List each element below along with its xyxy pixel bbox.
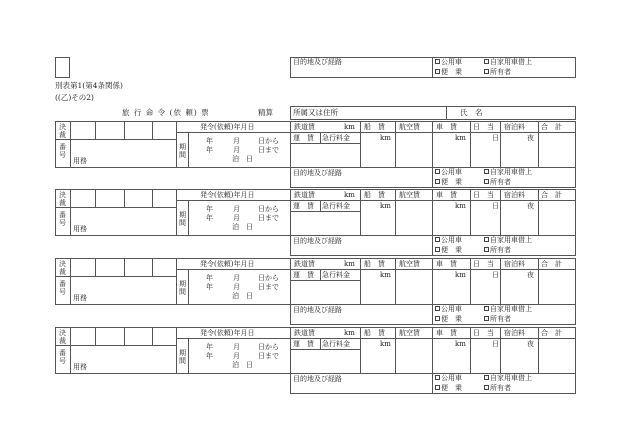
rail-km-label: km xyxy=(344,191,355,199)
order-col-divider xyxy=(176,327,177,374)
express-sub-label: 急行料金 xyxy=(322,202,350,210)
fare-col-divider xyxy=(432,121,433,168)
period-divider xyxy=(188,132,189,168)
period-divider xyxy=(188,269,189,305)
right-section-divider xyxy=(290,258,291,305)
date-suffix: 泊 日 xyxy=(232,292,253,300)
route-divider xyxy=(432,373,433,394)
order-date-label: 発令(依頼)年月日 xyxy=(200,329,255,337)
checkbox-icon[interactable] xyxy=(435,306,440,311)
left-row-divider xyxy=(55,345,70,346)
car-fare-label: 車 賃 xyxy=(436,123,457,131)
checkbox-icon[interactable] xyxy=(435,385,440,390)
order-col-divider xyxy=(176,189,177,236)
top-option-official-car[interactable]: 公用車 xyxy=(435,58,462,67)
total-label: 合 計 xyxy=(541,123,562,131)
air-fare-label: 航空賃 xyxy=(399,329,420,337)
rail-sub-divider xyxy=(290,211,360,212)
air-fare-label: 航空賃 xyxy=(399,123,420,131)
fare-sub-label: 運 賃 xyxy=(293,271,314,279)
left-row-divider xyxy=(55,276,70,277)
car-fare-label: 車 賃 xyxy=(436,191,457,199)
header-divider xyxy=(446,106,447,120)
year-unit: 年 xyxy=(206,343,213,351)
daily-allowance-label: 日 当 xyxy=(473,260,494,268)
year-unit: 年 xyxy=(206,274,213,282)
period-label: 期間 xyxy=(179,349,186,365)
checkbox-icon[interactable] xyxy=(435,375,440,380)
option-official-car[interactable]: 公用車 xyxy=(435,168,462,177)
car-km-unit: km xyxy=(455,202,466,210)
left-col-divider xyxy=(70,327,71,374)
top-route-divider xyxy=(432,57,433,78)
fare-sub-label: 運 賃 xyxy=(293,340,314,348)
stamp-divider xyxy=(124,258,125,276)
option-carpool[interactable]: 便 乗 xyxy=(435,315,462,324)
car-fare-label: 車 賃 xyxy=(436,260,457,268)
month-unit: 月 xyxy=(233,137,240,145)
express-sub-label: 急行料金 xyxy=(322,134,350,142)
approval-label: 決裁 xyxy=(59,191,66,207)
rail-sub-col xyxy=(320,200,321,211)
month-unit: 月 xyxy=(233,214,240,222)
year-unit: 年 xyxy=(206,146,213,154)
fare-col-divider xyxy=(538,258,539,305)
name-label: 氏 名 xyxy=(460,108,483,117)
month-unit: 月 xyxy=(233,283,240,291)
fare-col-divider xyxy=(432,189,433,236)
checkbox-icon[interactable] xyxy=(435,59,440,64)
purpose-label: 用務 xyxy=(73,225,87,233)
top-option-private-car[interactable]: 自家用車借上 xyxy=(484,58,532,67)
checkbox-icon[interactable] xyxy=(484,247,489,252)
block-frame xyxy=(55,327,576,374)
total-label: 合 計 xyxy=(541,191,562,199)
route-divider xyxy=(432,167,433,188)
fare-col-divider xyxy=(470,189,471,236)
rail-sub-divider xyxy=(290,143,360,144)
checkbox-icon[interactable] xyxy=(435,69,440,74)
fare-sub-label: 運 賃 xyxy=(293,134,314,142)
stamp-divider xyxy=(152,258,153,276)
fare-col-divider xyxy=(500,189,501,236)
ship-km-unit: km xyxy=(380,271,391,279)
rail-fare-label: 鉄道賃 xyxy=(294,329,315,337)
rail-km-label: km xyxy=(344,260,355,268)
air-fare-label: 航空賃 xyxy=(399,260,420,268)
fare-col-divider xyxy=(360,258,361,305)
right-header-divider xyxy=(290,132,576,133)
car-fare-label: 車 賃 xyxy=(436,329,457,337)
express-sub-label: 急行料金 xyxy=(322,340,350,348)
rail-sub-divider xyxy=(290,349,360,350)
block-frame xyxy=(55,121,576,168)
order-row-divider xyxy=(176,269,290,270)
option-official-car[interactable]: 公用車 xyxy=(435,374,462,383)
total-label: 合 計 xyxy=(541,260,562,268)
car-km-unit: km xyxy=(455,271,466,279)
date-suffix: 泊 日 xyxy=(232,223,253,231)
rail-fare-label: 鉄道賃 xyxy=(294,260,315,268)
ship-fare-label: 船 賃 xyxy=(364,123,385,131)
fare-col-divider xyxy=(500,258,501,305)
left-row-divider xyxy=(55,139,70,140)
rail-km-label: km xyxy=(344,123,355,131)
right-section-divider xyxy=(290,327,291,374)
fare-col-divider xyxy=(538,121,539,168)
date-suffix: 日から xyxy=(258,137,279,145)
daily-allowance-label: 日 当 xyxy=(473,191,494,199)
year-unit: 年 xyxy=(206,352,213,360)
order-row-divider xyxy=(176,200,290,201)
fare-col-divider xyxy=(470,327,471,374)
approval-label: 決裁 xyxy=(59,123,66,139)
approval-label: 決裁 xyxy=(59,329,66,345)
date-suffix: 日まで xyxy=(258,214,279,222)
date-suffix: 日まで xyxy=(258,352,279,360)
checkbox-icon[interactable] xyxy=(484,375,489,380)
day-unit: 日 xyxy=(492,134,499,142)
order-row-divider xyxy=(176,132,290,133)
order-date-label: 発令(依頼)年月日 xyxy=(200,260,255,268)
option-owner[interactable]: 所有者 xyxy=(484,384,511,393)
month-unit: 月 xyxy=(233,205,240,213)
left-col-divider xyxy=(70,121,71,168)
stamp-divider xyxy=(152,189,153,207)
option-owner[interactable]: 所有者 xyxy=(484,178,511,187)
lodging-label: 宿泊料 xyxy=(504,260,525,268)
stamp-bottom xyxy=(70,139,176,140)
checkbox-icon[interactable] xyxy=(435,247,440,252)
month-unit: 月 xyxy=(233,343,240,351)
date-suffix: 日から xyxy=(258,343,279,351)
stamp-bottom xyxy=(70,207,176,208)
block-frame xyxy=(55,189,576,236)
night-unit: 夜 xyxy=(527,134,534,142)
fare-sub-label: 運 賃 xyxy=(293,202,314,210)
rail-sub-divider xyxy=(290,280,360,281)
option-carpool[interactable]: 便 乗 xyxy=(435,178,462,187)
purpose-label: 用務 xyxy=(73,363,87,371)
fare-col-divider xyxy=(395,121,396,168)
date-suffix: 日まで xyxy=(258,146,279,154)
order-date-label: 発令(依頼)年月日 xyxy=(200,123,255,131)
year-unit: 年 xyxy=(206,205,213,213)
lodging-label: 宿泊料 xyxy=(504,123,525,131)
option-private-car[interactable]: 自家用車借上 xyxy=(484,305,532,314)
ship-fare-label: 船 賃 xyxy=(364,191,385,199)
route-divider xyxy=(432,304,433,325)
fare-col-divider xyxy=(470,258,471,305)
fare-col-divider xyxy=(470,121,471,168)
fare-col-divider xyxy=(395,258,396,305)
checkbox-icon[interactable] xyxy=(484,59,489,64)
purpose-label: 用務 xyxy=(73,294,87,302)
checkbox-icon[interactable] xyxy=(484,385,489,390)
fare-col-divider xyxy=(360,121,361,168)
route-label: 目的地及び経路 xyxy=(293,169,342,177)
affiliation-label: 所属又は住所 xyxy=(293,108,338,117)
rail-fare-label: 鉄道賃 xyxy=(294,123,315,131)
date-suffix: 泊 日 xyxy=(232,155,253,163)
option-official-car[interactable]: 公用車 xyxy=(435,236,462,245)
car-km-unit: km xyxy=(455,134,466,142)
rail-km-label: km xyxy=(344,329,355,337)
right-section-divider xyxy=(290,121,291,168)
option-private-car[interactable]: 自家用車借上 xyxy=(484,168,532,177)
daily-allowance-label: 日 当 xyxy=(473,123,494,131)
left-col-divider xyxy=(70,258,71,305)
checkbox-icon[interactable] xyxy=(484,169,489,174)
option-official-car[interactable]: 公用車 xyxy=(435,305,462,314)
stamp-divider xyxy=(124,327,125,345)
month-unit: 月 xyxy=(233,274,240,282)
night-unit: 夜 xyxy=(527,202,534,210)
lodging-label: 宿泊料 xyxy=(504,329,525,337)
checkbox-icon[interactable] xyxy=(484,179,489,184)
calc-label: 精算 xyxy=(258,108,273,117)
checkbox-icon[interactable] xyxy=(484,306,489,311)
stamp-divider xyxy=(95,121,96,139)
year-unit: 年 xyxy=(206,283,213,291)
order-row-divider xyxy=(176,338,290,339)
fare-col-divider xyxy=(360,189,361,236)
date-suffix: 日から xyxy=(258,205,279,213)
month-unit: 月 xyxy=(233,352,240,360)
day-unit: 日 xyxy=(492,202,499,210)
order-col-divider xyxy=(176,258,177,305)
year-unit: 年 xyxy=(206,214,213,222)
period-label: 期間 xyxy=(179,211,186,227)
top-route-label: 目的地及び経路 xyxy=(293,58,342,66)
ship-fare-label: 船 賃 xyxy=(364,329,385,337)
date-suffix: 日から xyxy=(258,274,279,282)
option-owner[interactable]: 所有者 xyxy=(484,315,511,324)
fare-col-divider xyxy=(500,121,501,168)
route-label: 目的地及び経路 xyxy=(293,306,342,314)
night-unit: 夜 xyxy=(527,340,534,348)
rail-sub-col xyxy=(320,338,321,349)
fare-col-divider xyxy=(538,327,539,374)
checkbox-icon[interactable] xyxy=(484,316,489,321)
stamp-divider xyxy=(124,189,125,207)
right-header-divider xyxy=(290,200,576,201)
number-label: 番号 xyxy=(59,211,66,227)
ship-km-unit: km xyxy=(380,202,391,210)
top-option-owner[interactable]: 所有者 xyxy=(484,68,511,77)
stamp-divider xyxy=(95,189,96,207)
period-label: 期間 xyxy=(179,143,186,159)
fare-col-divider xyxy=(395,327,396,374)
checkbox-icon[interactable] xyxy=(435,169,440,174)
form-title: 旅 行 命 令 (依 頼) 票 xyxy=(122,108,210,117)
fare-col-divider xyxy=(432,327,433,374)
number-label: 番号 xyxy=(59,280,66,296)
route-label: 目的地及び経路 xyxy=(293,375,342,383)
ship-km-unit: km xyxy=(380,134,391,142)
lodging-label: 宿泊料 xyxy=(504,191,525,199)
fare-col-divider xyxy=(500,327,501,374)
checkbox-icon[interactable] xyxy=(435,316,440,321)
daily-allowance-label: 日 当 xyxy=(473,329,494,337)
car-km-unit: km xyxy=(455,340,466,348)
air-fare-label: 航空賃 xyxy=(399,191,420,199)
ship-fare-label: 船 賃 xyxy=(364,260,385,268)
purpose-label: 用務 xyxy=(73,157,87,165)
stamp-divider xyxy=(152,121,153,139)
date-suffix: 泊 日 xyxy=(232,361,253,369)
rail-sub-col xyxy=(320,132,321,143)
period-divider xyxy=(188,338,189,374)
rail-sub-col xyxy=(320,269,321,280)
day-unit: 日 xyxy=(492,271,499,279)
period-label: 期間 xyxy=(179,280,186,296)
right-header-divider xyxy=(290,269,576,270)
stamp-bottom xyxy=(70,345,176,346)
approval-label: 決裁 xyxy=(59,260,66,276)
order-date-label: 発令(依頼)年月日 xyxy=(200,191,255,199)
date-suffix: 日まで xyxy=(258,283,279,291)
option-carpool[interactable]: 便 乗 xyxy=(435,384,462,393)
fare-col-divider xyxy=(395,189,396,236)
checkbox-icon[interactable] xyxy=(435,179,440,184)
fare-col-divider xyxy=(538,189,539,236)
month-unit: 月 xyxy=(233,146,240,154)
checkbox-icon[interactable] xyxy=(435,237,440,242)
ship-km-unit: km xyxy=(380,340,391,348)
top-left-cell xyxy=(55,57,70,78)
option-owner[interactable]: 所有者 xyxy=(484,246,511,255)
period-divider xyxy=(188,200,189,236)
option-private-car[interactable]: 自家用車借上 xyxy=(484,236,532,245)
rail-fare-label: 鉄道賃 xyxy=(294,191,315,199)
year-unit: 年 xyxy=(206,137,213,145)
stamp-bottom xyxy=(70,276,176,277)
route-divider xyxy=(432,235,433,256)
total-label: 合 計 xyxy=(541,329,562,337)
stamp-divider xyxy=(95,327,96,345)
route-label: 目的地及び経路 xyxy=(293,237,342,245)
number-label: 番号 xyxy=(59,143,66,159)
left-col-divider xyxy=(70,189,71,236)
option-private-car[interactable]: 自家用車借上 xyxy=(484,374,532,383)
day-unit: 日 xyxy=(492,340,499,348)
number-label: 番号 xyxy=(59,349,66,365)
checkbox-icon[interactable] xyxy=(484,237,489,242)
table-title: 別表第1(第4条関係) xyxy=(55,81,123,90)
night-unit: 夜 xyxy=(527,271,534,279)
stamp-divider xyxy=(152,327,153,345)
stamp-divider xyxy=(124,121,125,139)
order-col-divider xyxy=(176,121,177,168)
stamp-divider xyxy=(95,258,96,276)
fare-col-divider xyxy=(432,258,433,305)
top-option-carpool[interactable]: 便 乗 xyxy=(435,68,462,77)
table-subtitle: ((乙)その2) xyxy=(55,93,94,102)
right-section-divider xyxy=(290,189,291,236)
block-frame xyxy=(55,258,576,305)
express-sub-label: 急行料金 xyxy=(322,271,350,279)
left-row-divider xyxy=(55,207,70,208)
fare-col-divider xyxy=(360,327,361,374)
checkbox-icon[interactable] xyxy=(484,69,489,74)
option-carpool[interactable]: 便 乗 xyxy=(435,246,462,255)
right-header-divider xyxy=(290,338,576,339)
